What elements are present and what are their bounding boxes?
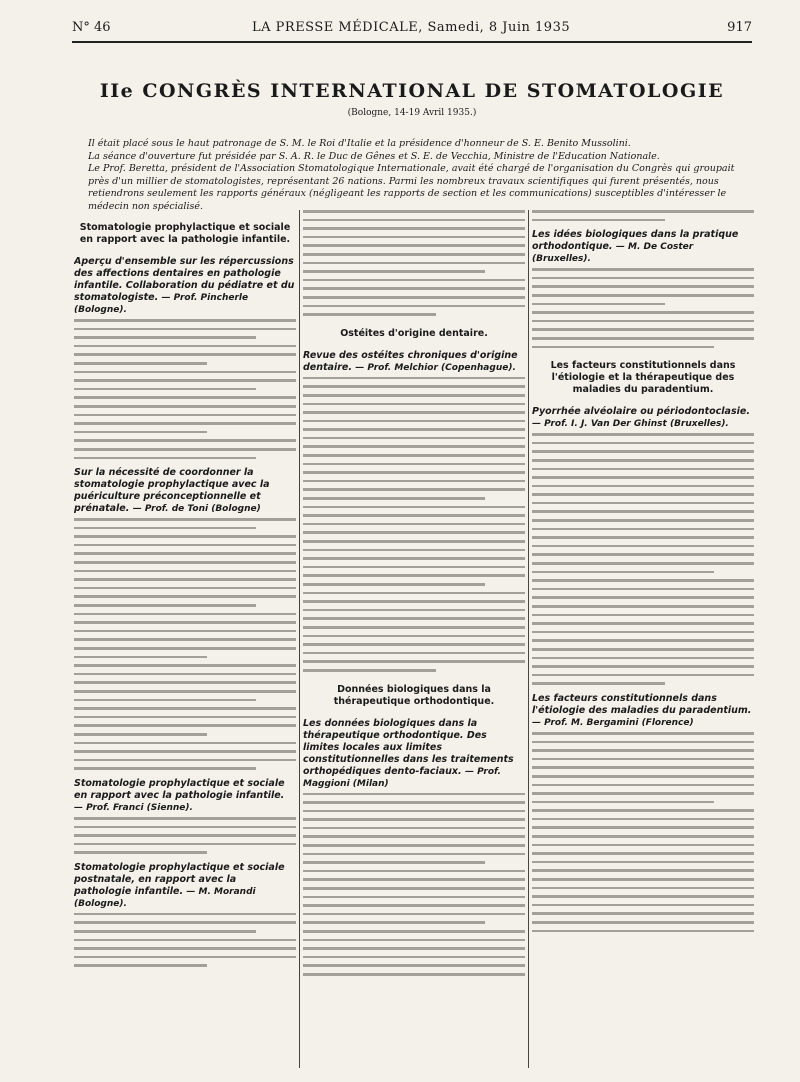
column-3: [532, 210, 754, 1070]
text-block: [532, 433, 754, 685]
header-rule: [72, 41, 752, 43]
text-block: [74, 817, 296, 854]
author: — Prof. de Toni (Bologne): [132, 504, 261, 515]
journal-line: LA PRESSE MÉDICALE, Samedi, 8 Juin 1935: [252, 20, 571, 35]
column-1: [74, 210, 296, 1070]
intro-paragraph: Le Prof. Beretta, président de l'Association Stomatologique Internationale, avait été chargé de l'organisation du Congrès qui groupait près d'un millier de stomatologistes, représentant 26 nations. Parmi les nombreux travaux scientifiques qui furent présentés, nous retiendrons seulement les rapports généraux (négligeant les rapports de section et les communications) susceptibles d'intéresser le médecin non spécialisé.: [88, 163, 735, 212]
section-heading: Ostéites d'origine dentaire.: [340, 327, 488, 339]
article-subtitle: (Bologne, 14-19 Avril 1935.): [347, 108, 477, 118]
author: — Prof. Pincherle (Bologne).: [74, 293, 249, 315]
article-heading: Pyorrhée alvéolaire ou périodontoclasie. — Prof. I. J. Van Der Ghinst (Bruxelles).: [532, 406, 750, 430]
text-block: [532, 732, 754, 932]
intro-paragraph: Il était placé sous le haut patronage de S. M. le Roi d'Italie et la présidence d'honneur de S. E. Benito Mussolini.: [88, 138, 631, 149]
text-block: [74, 518, 296, 770]
article-heading: Sur la nécessité de coordonner la stomatologie prophylactique avec la puériculture préconceptionnelle et prénatale. — Prof. de Toni (Bologne): [74, 467, 270, 515]
article-title: IIe CONGRÈS INTERNATIONAL DE STOMATOLOGIE: [99, 80, 725, 102]
article-heading: Stomatologie prophylactique et sociale postnatale, en rapport avec la pathologie infantile. — M. Morandi (Bologne).: [74, 861, 285, 909]
column-divider: [528, 210, 529, 1068]
intro: [88, 138, 748, 213]
article-heading: Stomatologie prophylactique et sociale en rapport avec la pathologie infantile. — Prof. Franci (Sienne).: [74, 777, 285, 813]
column-divider: [299, 210, 300, 1068]
section-heading: Les facteurs constitutionnels dans l'étiologie et la thérapeutique des maladies du paradentium.: [550, 360, 736, 396]
author: — Prof. Franci (Sienne).: [74, 802, 193, 813]
column-2: [303, 210, 525, 1070]
article-heading: Les données biologiques dans la thérapeutique orthodontique. Des limites locales aux limites constitutionnelles dans les traitements orthopédiques dento-faciaux. — Prof. Maggioni (Milan): [303, 717, 514, 789]
section-heading: Stomatologie prophylactique et sociale en rapport avec la pathologie infantile.: [79, 222, 291, 245]
text-block: [303, 210, 525, 316]
article-heading: Les facteurs constitutionnels dans l'étiologie des maladies du paradentium. — Prof. M. Bergamini (Florence): [532, 692, 752, 728]
intro-paragraph: La séance d'ouverture fut présidée par S. A. R. le Duc de Gênes et S. E. de Vecchia, Ministre de l'Education Nationale.: [88, 150, 660, 162]
article-heading: Les idées biologiques dans la pratique orthodontique. — M. De Coster (Bruxelles).: [532, 229, 739, 265]
text-block: [74, 913, 296, 967]
author: — M. Morandi (Bologne).: [74, 886, 256, 909]
author: — Prof. M. Bergamini (Florence): [532, 717, 694, 728]
page-header: [72, 20, 752, 40]
text-block: [303, 793, 525, 976]
page-number: 917: [727, 20, 752, 35]
section-heading: Données biologiques dans la thérapeutique orthodontique.: [333, 683, 495, 707]
text-block: [303, 377, 525, 672]
text-block: [532, 268, 754, 348]
text-block: [532, 210, 754, 221]
article-heading: Aperçu d'ensemble sur les répercussions des affections dentaires en pathologie infantile. Collaboration du pédiatre et du stomatologiste. — Prof. Pincherle (Bologne).: [74, 256, 295, 315]
author: — M. De Coster (Bruxelles).: [532, 242, 694, 265]
author: — Prof. Melchior (Copenhague).: [355, 362, 516, 373]
issue-number: N° 46: [72, 20, 111, 35]
author: — Prof. Maggioni (Milan): [303, 766, 501, 789]
author: — Prof. I. J. Van Der Ghinst (Bruxelles).: [532, 419, 729, 430]
article-heading: Revue des ostéites chroniques d'origine dentaire. — Prof. Melchior (Copenhague).: [303, 349, 518, 373]
text-block: [74, 319, 296, 459]
